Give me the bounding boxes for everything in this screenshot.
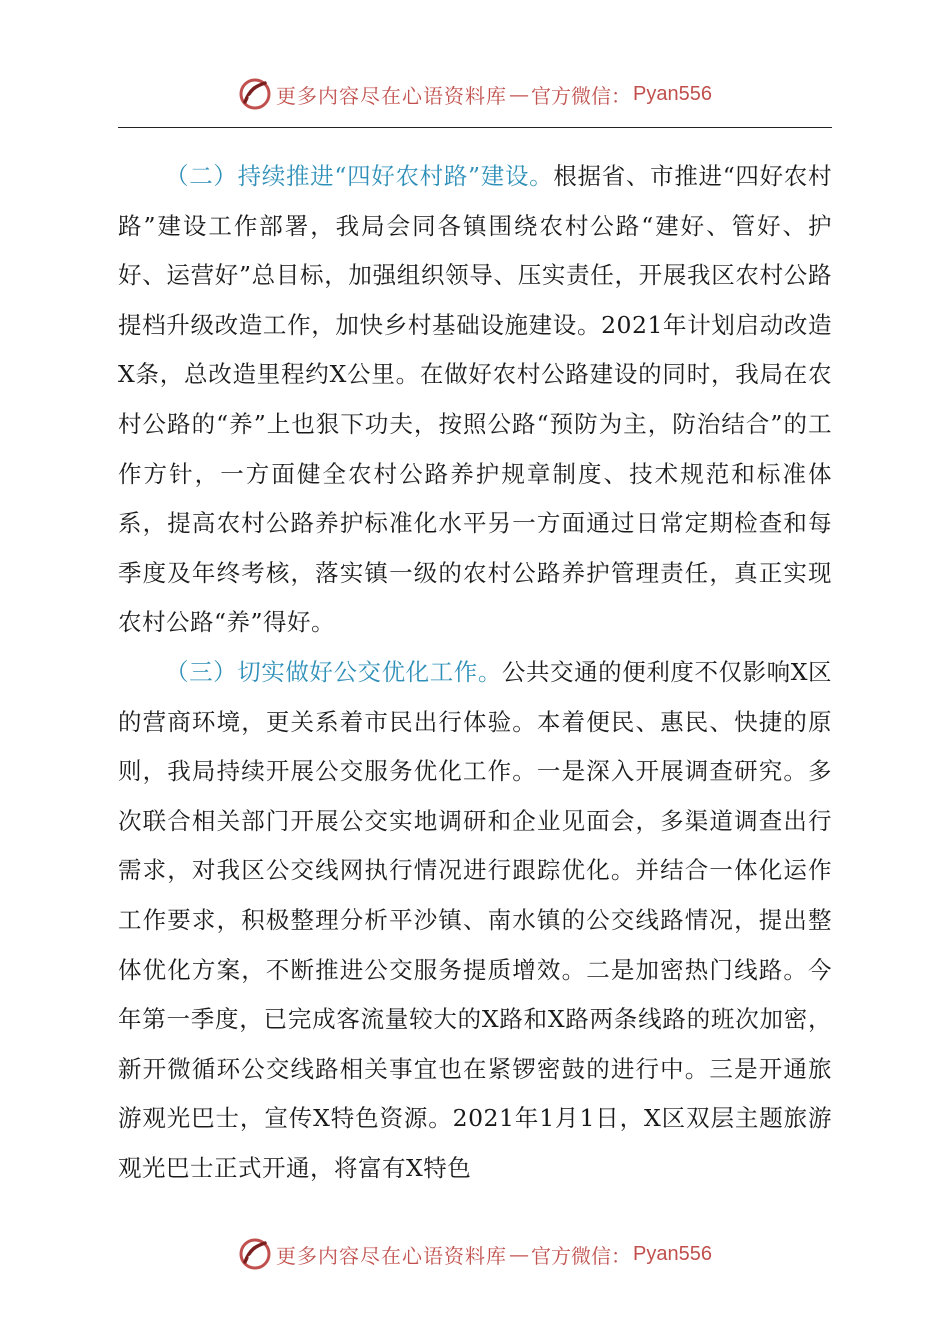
section-text: 公共交通的便利度不仅影响X区的营商环境，更关系着市民出行体验。本着便民、惠民、快捷的原则，我局持续开展公交服务优化工作。一是深入开展调查研究。多次联合相关部门开展公交实地调研和企业见面会，多渠道调查出行需求，对我区公交线网执行情况进行跟踪优化。并结合一体化运作工作要求，积极整理分析平沙镇、南水镇的公交线路情况，提出整体优化方案，不断推进公交服务提质增效。二是加密热门线路。今年第一季度，已完成客流量较大的X路和X路两条线路的班次加密，新开微循环公交线路相关事宜也在紧锣密鼓的进行中。三是开通旅游观光巴士，宣传X特色资源。2021年1月1日，X区双层主题旅游观光巴士正式开通，将富有X特色 [118, 657, 833, 1182]
banner-wechat-id: Pyan556 [633, 1242, 712, 1265]
brand-logo-icon [238, 1237, 272, 1271]
banner-separator: — [509, 82, 530, 106]
section-heading: （二）持续推进“四好农村路”建设。 [165, 162, 554, 190]
header-rule [118, 127, 832, 128]
footer-banner [0, 1232, 950, 1276]
section-paragraph [118, 152, 832, 648]
banner-wechat-id: Pyan556 [633, 82, 712, 105]
header-banner [0, 72, 950, 116]
banner-wechat-label: 官方微信： [531, 1243, 632, 1268]
banner-site-name: 更多内容尽在心语资料库 [276, 83, 508, 108]
banner-site-name: 更多内容尽在心语资料库 [276, 1243, 508, 1268]
section-text: 根据省、市推进“四好农村路”建设工作部署，我局会同各镇围绕农村公路“建好、管好、护好、运营好”总目标，加强组织领导、压实责任，开展我区农村公路提档升级改造工作，加快乡村基础设施建设。2021年计划启动改造X条，总改造里程约X公里。在做好农村公路建设的同时，我局在农村公路的“养”上也狠下功夫，按照公路“预防为主，防治结合”的工作方针，一方面健全农村公路养护规章制度、技术规范和标准体系，提高农村公路养护标准化水平另一方面通过日常定期检查和每季度及年终考核，落实镇一级的农村公路养护管理责任，真正实现农村公路“养”得好。 [118, 162, 832, 637]
banner-wechat-label: 官方微信： [531, 83, 632, 108]
banner-separator: — [509, 1242, 530, 1266]
section-heading: （三）切实做好公交优化工作。 [165, 657, 502, 686]
section-paragraph [118, 648, 832, 1194]
brand-logo-icon [238, 77, 272, 111]
document-body [118, 152, 832, 1193]
